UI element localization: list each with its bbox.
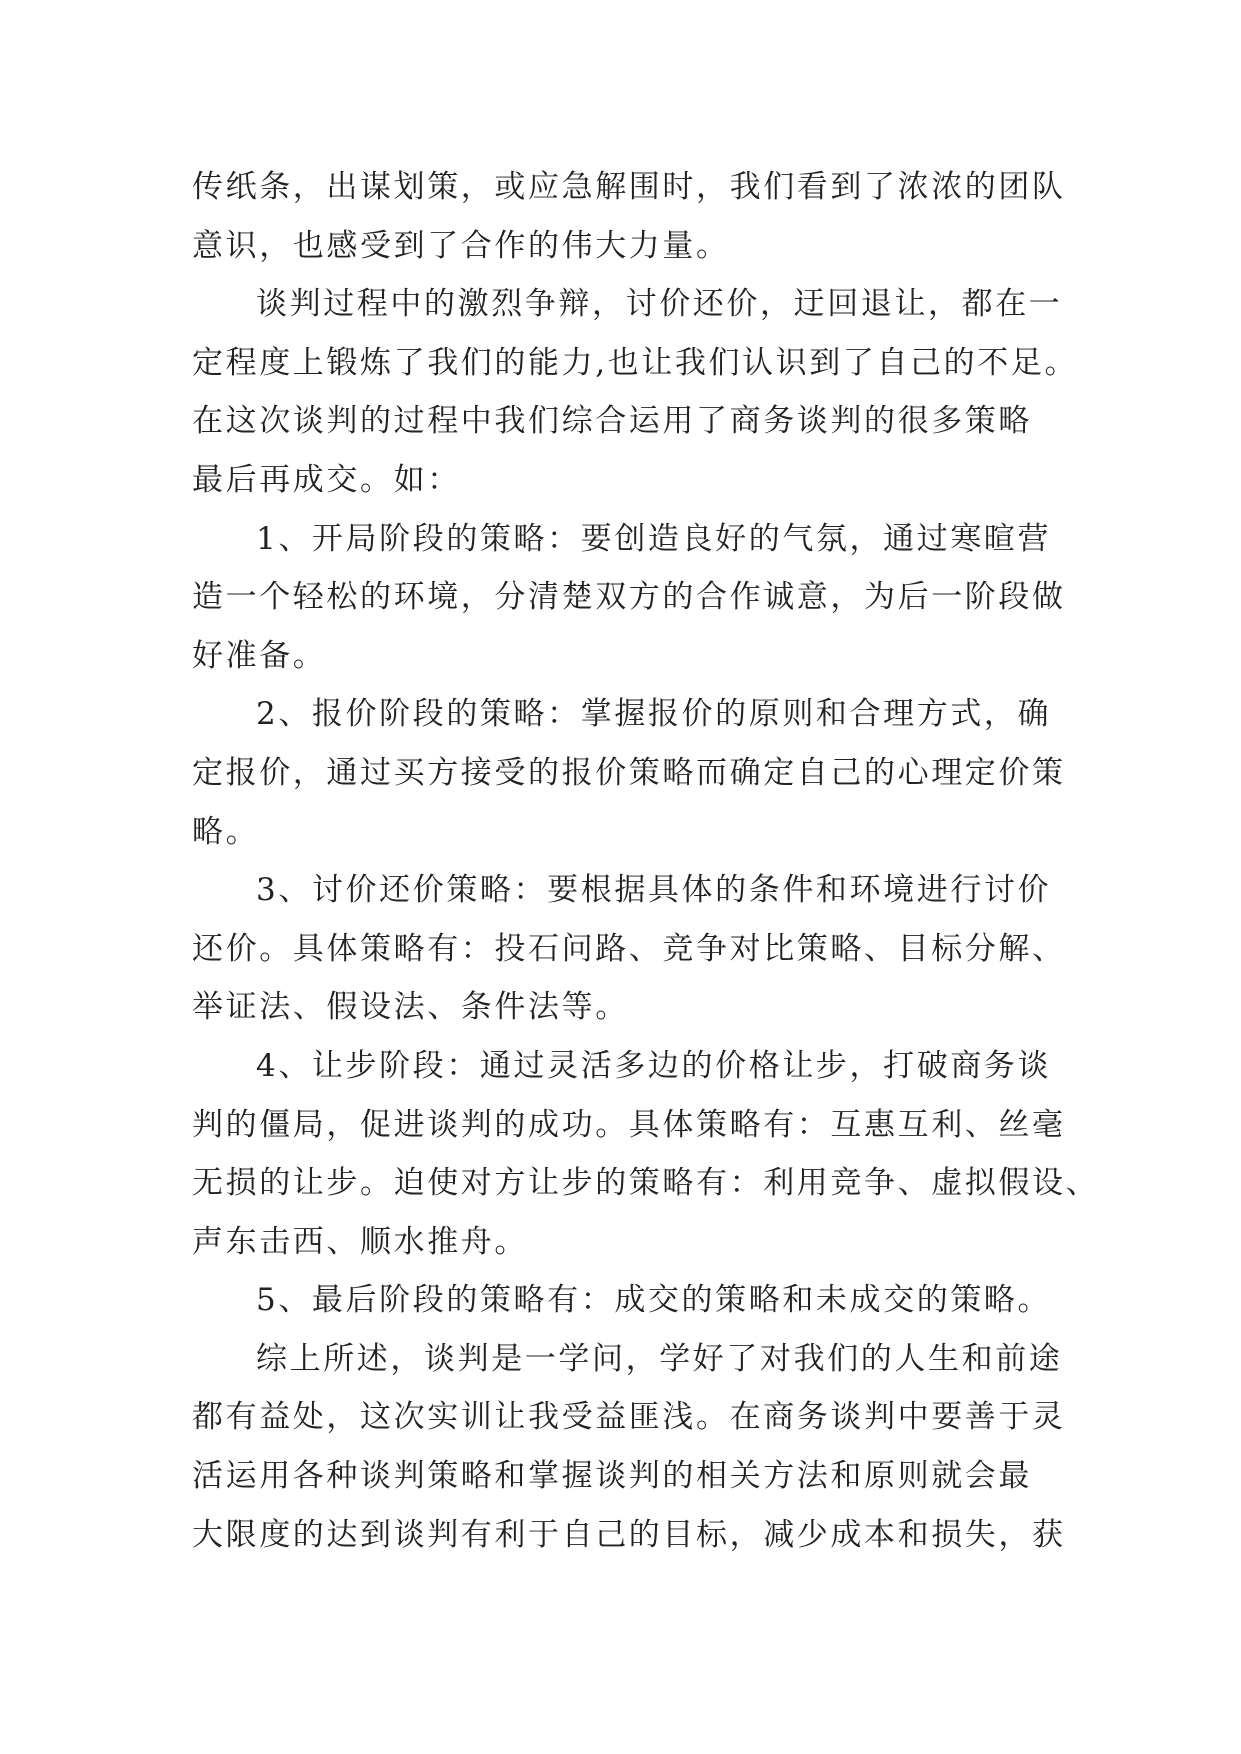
- text-line: 谈判过程中的激烈争辩，讨价还价，迂回退让，都在一: [256, 286, 1063, 323]
- text-line: 传纸条，出谋划策，或应急解围时，我们看到了浓浓的团队: [192, 169, 1066, 205]
- text-line: 综上所述，谈判是一学问，学好了对我们的人生和前途: [256, 1340, 1063, 1377]
- text-line: 活运用各种谈判策略和掌握谈判的相关方法和原则就会最: [192, 1458, 1032, 1495]
- text-line: 最后再成交。如：: [192, 461, 461, 498]
- text-line: 好准备。: [192, 637, 327, 674]
- text-line: 定程度上锻炼了我们的能力,也让我们认识到了自己的不足。: [192, 344, 1079, 381]
- text-line: 2、报价阶段的策略：掌握报价的原则和合理方式，确: [256, 696, 1052, 733]
- text-line: 举证法、假设法、条件法等。: [192, 989, 629, 1026]
- text-line: 判的僵局，促进谈判的成功。具体策略有：互惠互利、丝毫: [192, 1106, 1066, 1143]
- text-line: 造一个轻松的环境，分清楚双方的合作诚意，为后一阶段做: [192, 579, 1066, 616]
- text-line: 无损的让步。迫使对方让步的策略有：利用竞争、虚拟假设、: [192, 1165, 1100, 1202]
- text-line: 略。: [192, 813, 260, 850]
- text-line: 意识，也感受到了合作的伟大力量。: [192, 227, 730, 264]
- text-line: 4、让步阶段：通过灵活多边的价格让步，打破商务谈: [256, 1047, 1052, 1084]
- document-body: [192, 158, 1100, 1564]
- text-line: 大限度的达到谈判有利于自己的目标，减少成本和损失，获: [192, 1516, 1066, 1553]
- text-line: 定报价，通过买方接受的报价策略而确定自己的心理定价策: [192, 754, 1066, 791]
- text-line: 声东击西、顺水推舟。: [192, 1223, 528, 1260]
- text-line: 还价。具体策略有：投石问路、竞争对比策略、目标分解、: [192, 930, 1066, 967]
- text-line: 都有益处，这次实训让我受益匪浅。在商务谈判中要善于灵: [192, 1399, 1066, 1436]
- text-line: 1、开局阶段的策略：要创造良好的气氛，通过寒暄营: [256, 520, 1052, 557]
- text-line: 5、最后阶段的策略有：成交的策略和未成交的策略。: [256, 1282, 1052, 1319]
- text-line: 在这次谈判的过程中我们综合运用了商务谈判的很多策略: [192, 403, 1032, 440]
- text-line: 3、讨价还价策略：要根据具体的条件和环境进行讨价: [256, 872, 1052, 909]
